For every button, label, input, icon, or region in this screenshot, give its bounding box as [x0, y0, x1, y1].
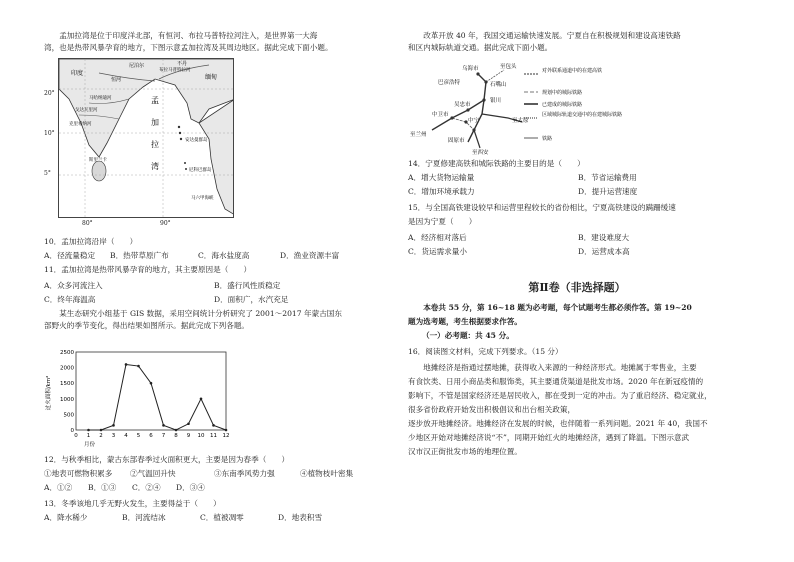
q14-stem: 14．宁夏修建高铁和城际铁路的主要目的是（ ）: [408, 159, 585, 168]
rail-intro-line1: 改革开放 40 年，我国交通运输快速发展。宁夏自在积极规划和建设高速铁路: [423, 31, 681, 40]
bay-of-bengal-map: [58, 58, 234, 218]
q15-stem-line1: 15．与全国高铁建设较早和运营里程较长的省份相比，宁夏高铁建设的蹒跚缓速: [408, 203, 676, 212]
chart-xtick-8: 8: [174, 433, 178, 439]
lat-10: 10°: [44, 130, 55, 137]
chart-point-month-7: [162, 424, 165, 427]
q16-text-4: 很多省份政府开始发出积极倡议和出台相关政策，: [408, 405, 576, 414]
q11-option-b[interactable]: B．盛行风性质稳定: [214, 281, 281, 290]
chart-xtick-0: 0: [74, 433, 78, 439]
lon-90: 90°: [160, 220, 171, 227]
chart-ytick-2000: 2000: [60, 365, 74, 372]
q15-options-ab: [408, 232, 746, 243]
label-krishna: 克里希纳河: [69, 122, 92, 127]
q10-option-a[interactable]: A．径流量稳定: [44, 251, 96, 260]
label-nepal: 尼泊尔: [129, 63, 145, 69]
q12-intro-line1: 某生态研究小组基于 GIS 数据，采用空间统计分析研究了 2001～2017 年蒙古国东: [59, 309, 342, 318]
q12-item-4: ④植物枝叶密集: [300, 469, 354, 478]
chart-point-month-2: [100, 429, 103, 432]
chart-frame: [76, 352, 226, 430]
q16-text-7: 汉市汉正街批发市场的地理位置。: [408, 447, 522, 456]
q15-stem-line2: 是因为宁夏（ ）: [408, 217, 477, 226]
q10-option-d[interactable]: D．渔业资源丰富: [280, 251, 340, 260]
q16-text-5: 逐步放开地摊经济。地摊经济在发展的时候，也伴随着一系列问题。2021 年 40，我国不: [408, 419, 708, 428]
q14-option-d[interactable]: D．提升运营速度: [578, 187, 638, 196]
chart-xtick-12: 12: [222, 433, 230, 439]
label-srilanka: 斯里兰卡: [89, 158, 107, 163]
chart-point-month-5: [137, 365, 140, 368]
chart-ylabel: 过火面积/km²: [46, 375, 52, 411]
q16-stem: 16．阅读图文材料，完成下列要求。（15 分）: [408, 347, 563, 356]
city-yinchuan: 银川: [490, 98, 502, 104]
q10-option-c[interactable]: C．海水盐度高: [198, 251, 250, 260]
q12-items: [44, 468, 382, 479]
legend-2: 规划中的城际铁路: [542, 90, 583, 96]
q11-option-a[interactable]: A．众多河流注入: [44, 281, 103, 290]
chart-xtick-6: 6: [149, 433, 153, 439]
city-shizuishan: 石嘴山: [490, 82, 507, 88]
section-title: 第Ⅱ卷（非选择题）: [528, 281, 626, 294]
map-intro-line2: 湾，也是热带风暴孕育的地方，下图示意孟加拉湾及其周边地区。据此完成下面小题。: [44, 43, 333, 52]
city-bayan: 巴彦浩特: [438, 80, 461, 86]
q12-options: [44, 482, 382, 493]
q13-option-c[interactable]: C．植被凋零: [200, 513, 244, 522]
q12-option-c[interactable]: C．②④: [132, 483, 161, 492]
city-taiyuan: 至太原: [512, 118, 529, 124]
lat-20: 20°: [44, 90, 55, 97]
q15-option-a[interactable]: A．经济相对落后: [408, 233, 467, 242]
q12-intro-line2: 部野火的季节变化，得出结果如图所示。据此完成下列各题。: [44, 321, 250, 330]
lon-80: 80°: [82, 220, 93, 227]
q12-option-b[interactable]: B．①③: [88, 483, 117, 492]
q10-options: [44, 250, 382, 261]
chart-series-line: [89, 364, 227, 430]
chart-ytick-2500: 2500: [60, 350, 74, 356]
q16-text-6: 少地区开始对地摊经济说“不”，同期开始红火的地摊经济，遇到了降温。下图示意武: [408, 433, 690, 442]
required-heading: （一）必考题：共 45 分。: [422, 331, 514, 340]
city-xian: 至西安: [472, 150, 489, 156]
label-bay3: 拉: [151, 140, 159, 149]
chart-xtick-5: 5: [136, 433, 141, 439]
city-lanzhou: 至兰州: [410, 132, 427, 138]
chart-xtick-10: 10: [197, 433, 205, 439]
q13-option-a[interactable]: A．降水稀少: [44, 513, 88, 522]
q13-option-d[interactable]: D．地表积雪: [278, 513, 323, 522]
lat-5: 5°: [44, 170, 51, 177]
right-column: [408, 0, 746, 562]
q13-options: [44, 512, 382, 523]
city-zhongning: 中宁: [468, 118, 480, 124]
chart-xtick-11: 11: [210, 433, 217, 439]
q16-text-3: 影响下，不管是国家经济还是居民收入，都在受到一定的冲击。为了重启经济、稳定就业，: [408, 391, 712, 400]
city-wuhai: 乌海市: [462, 66, 479, 72]
legend-5: 铁路: [542, 136, 553, 142]
label-mahanadi: 马哈纳迪河: [89, 96, 112, 101]
q14-option-b[interactable]: B．节省运输费用: [578, 173, 637, 182]
chart-point-month-12: [225, 429, 228, 432]
q12-option-d[interactable]: D．③④: [176, 483, 205, 492]
chart-xtick-7: 7: [161, 433, 166, 439]
label-nicobar: 尼科巴群岛: [189, 168, 212, 173]
q14-options-cd: [408, 186, 746, 197]
chart-ytick-1500: 1500: [60, 381, 74, 388]
q11-stem: 11．孟加拉湾是热带风暴孕育的地方，其主要原因是（ ）: [44, 265, 252, 274]
label-india: 印度: [71, 70, 84, 77]
legend-4: 区域城际轨道交通中的在建城际铁路: [542, 112, 623, 118]
q16-text-2: 有食饮类、日用小商品类和服饰类，其主要通货渠道是批发市场。2020 年在新冠疫情的: [408, 377, 704, 386]
q15-option-c[interactable]: C．货运需求量小: [408, 247, 467, 256]
section-note-line1: 本卷共 55 分，第 16~18 题为必考题，每个试题考生都必须作答。第 19~20: [423, 303, 692, 312]
q11-options-cd: [44, 294, 382, 305]
label-godavari: 戈达瓦里河: [75, 108, 98, 113]
chart-point-month-3: [112, 424, 115, 427]
q11-options-ab: [44, 280, 382, 291]
q12-item-1: ①地表可燃物积累多: [44, 469, 113, 478]
chart-xlabel: 月份: [84, 442, 96, 448]
wildfire-chart: [44, 338, 244, 448]
chart-point-month-6: [150, 382, 153, 385]
left-column: [44, 0, 382, 562]
label-myanmar: 缅甸: [205, 74, 218, 81]
label-malacca: 马六甲海峡: [191, 196, 214, 201]
chart-xtick-9: 9: [186, 433, 191, 439]
chart-ytick-0: 0: [70, 428, 74, 434]
q13-stem: 13．冬季该地几乎无野火发生，主要得益于（ ）: [44, 499, 221, 508]
chart-xtick-2: 2: [99, 433, 103, 439]
chart-xtick-4: 4: [124, 433, 128, 439]
label-brahmaputra: 布拉马普特拉河: [159, 68, 191, 73]
q14-option-a[interactable]: A．增大货物运输量: [408, 173, 475, 182]
label-ganges: 恒河: [111, 77, 122, 83]
label-bay4: 湾: [151, 162, 159, 171]
label-bay2: 加: [151, 118, 159, 127]
chart-xtick-1: 1: [86, 433, 91, 439]
chart-ytick-1000: 1000: [60, 396, 74, 403]
rail-intro-line2: 和区内城际轨道交通。据此完成下面小题。: [408, 43, 553, 52]
q11-option-c[interactable]: C．终年海温高: [44, 295, 96, 304]
city-guyuan: 固原市: [448, 138, 465, 144]
map-intro-line1: 孟加拉湾是位于印度洋北部，有恒河、布拉马普特拉河注入，是世界第一大海: [59, 31, 318, 40]
label-bhutan: 不丹: [177, 61, 188, 67]
q14-options-ab: [408, 172, 746, 183]
city-zhongwei: 中卫市: [432, 112, 449, 118]
q12-item-3: ③东南季风势力强: [214, 469, 275, 478]
chart-point-month-11: [212, 424, 215, 427]
chart-point-month-10: [200, 398, 203, 401]
chart-ytick-500: 500: [63, 412, 74, 419]
chart-point-month-8: [175, 429, 178, 432]
q10-stem: 10．孟加拉湾沿岸（ ）: [44, 237, 138, 246]
q15-option-d[interactable]: D．运营成本高: [578, 247, 630, 256]
label-bay1: 孟: [151, 96, 159, 105]
city-baotou: 至包头: [500, 64, 517, 70]
label-andaman: 安达曼群岛: [185, 138, 208, 143]
chart-point-month-1: [87, 429, 90, 432]
q13-option-b[interactable]: B．河流结冰: [122, 513, 166, 522]
q12-stem: 12．与秋季相比，蒙古东部春季过火面积更大，主要是因为春季（ ）: [44, 455, 290, 464]
city-wuzhong: 吴忠市: [454, 102, 471, 108]
chart-point-month-4: [125, 363, 128, 366]
q11-option-d[interactable]: D．面积广，水汽充足: [214, 295, 289, 304]
q12-option-a[interactable]: A．①②: [44, 483, 73, 492]
ningxia-rail-map: [408, 60, 648, 156]
section-note-line2: 题为选考题，考生根据要求作答。: [408, 317, 522, 326]
q12-item-2: ②气温回升快: [130, 469, 176, 478]
q10-option-b[interactable]: B．热带草原广布: [110, 251, 169, 260]
q15-option-b[interactable]: B．建设难度大: [578, 233, 630, 242]
legend-1: 对外联系通道中的在建高铁: [542, 68, 603, 74]
q14-option-c[interactable]: C．增加环境承载力: [408, 187, 475, 196]
chart-point-month-9: [187, 422, 190, 425]
q16-text-1: 地摊经济是指通过摆地摊，获得收入来源的一种经济形式。地摊属于零售业，主要: [423, 363, 697, 372]
chart-xtick-3: 3: [111, 433, 116, 439]
q15-options-cd: [408, 246, 746, 257]
legend-3: 已建成的城际铁路: [542, 102, 583, 108]
